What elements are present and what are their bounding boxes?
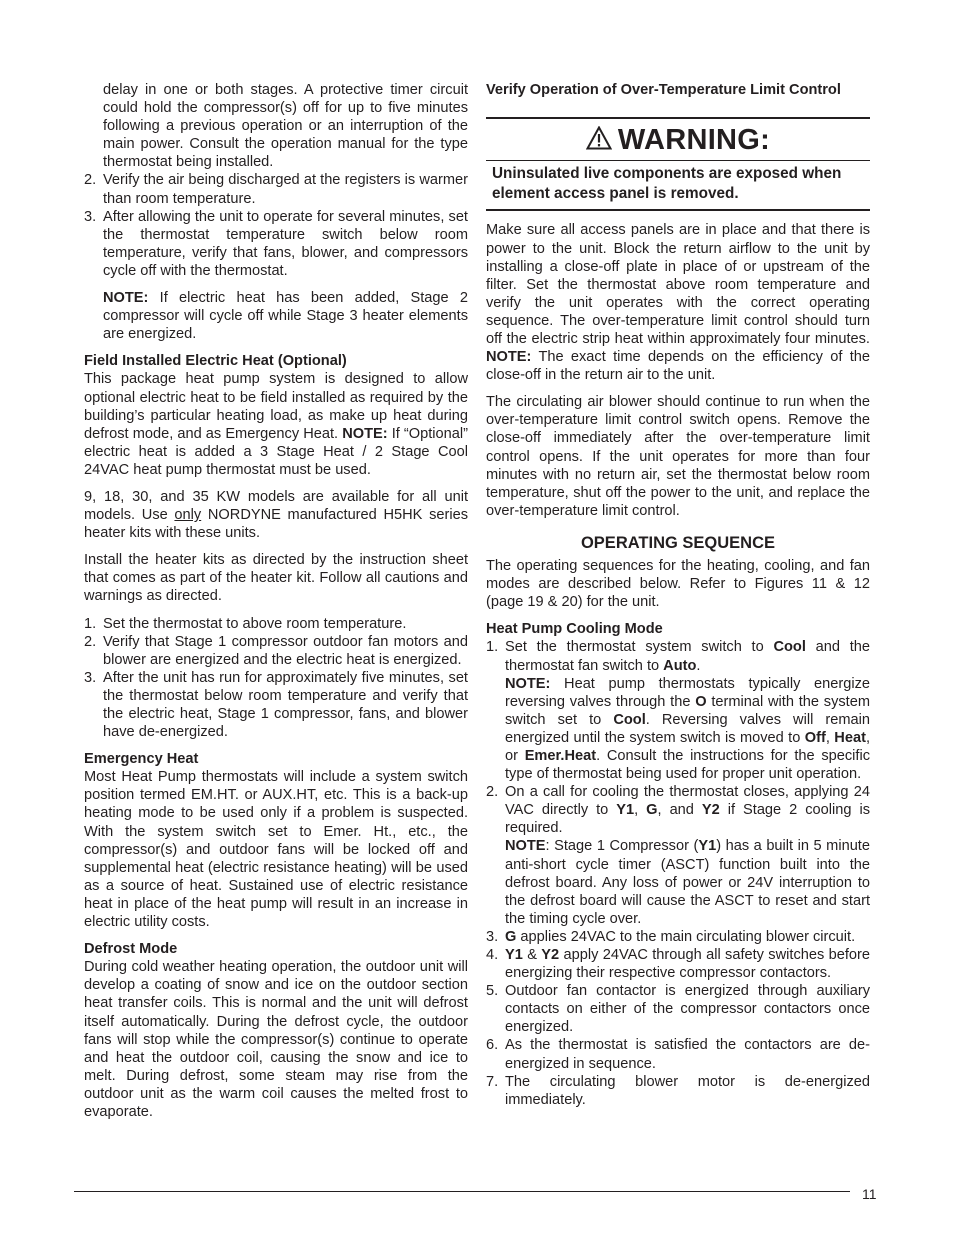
list-item: 3. G applies 24VAC to the main circulating blower circuit.	[486, 928, 856, 945]
warning-title: WARNING:	[486, 119, 870, 160]
heating-steps-list	[84, 171, 468, 280]
list-item: 3. After the unit has run for approximately five minutes, set the thermostat below room temperature and verify that the electric heat, Stage 1 compressor, fans, and blower have de-energized.	[84, 669, 468, 741]
cooling-mode-heading: Heat Pump Cooling Mode	[486, 621, 663, 638]
page-number: 11	[862, 1186, 877, 1202]
left-column	[84, 81, 468, 1121]
warning-body: Uninsulated live components are exposed when element access panel is removed.	[486, 160, 870, 211]
cooling-steps-list	[486, 638, 870, 1108]
list-item: 2. On a call for cooling the thermostat closes, applying 24 VAC directly to Y1, G, and Y2 if Stage 2 cooling is required. NOTE: Stage 1 Compressor (Y1) has a built in 5 minute anti-short cycle timer (ASCT) function built into the defrost board. Any loss of power or 24V interruption to the defrost board will cause the ASCT to reset and start the timing cycle over.	[486, 784, 871, 927]
cooling-note-1: NOTE: Heat pump thermostats typically energize reversing valves through the O terminal with the system switch set to Cool. Reversing valves will remain energized until the system switch is moved to Off, Heat, or Emer.Heat. Consult the instructions for the specific type of thermostat being used for proper unit operation.	[505, 675, 870, 783]
field-heat-heading: Field Installed Electric Heat (Optional)	[84, 353, 347, 370]
list-item: 2. Verify that Stage 1 compressor outdoor fan motors and blower are energized and the electric heat is energized.	[84, 633, 468, 668]
intro-continuation: delay in one or both stages. A protective timer circuit could hold the compressor(s) off for up to five minutes following a previous operation or an interruption of the main power. Consult the operation manual for the type thermostat being installed.	[103, 82, 468, 171]
emergency-heat-heading: Emergency Heat	[84, 751, 199, 768]
list-item: 7. The circulating blower motor is de-energized immediately.	[486, 1073, 870, 1108]
footer-divider	[74, 1191, 850, 1192]
warning-triangle-icon	[586, 124, 612, 158]
list-item: 6. As the thermostat is satisfied the contactors are de-energized in sequence.	[486, 1037, 870, 1072]
list-item: 2. Verify the air being discharged at the registers is warmer than room temperature.	[84, 172, 468, 207]
note-stage2: NOTE: If electric heat has been added, Stage 2 compressor will cycle off while Stage 3 heater elements are energized.	[103, 290, 468, 343]
field-heat-paragraph: This package heat pump system is designed to allow optional electric heat to be field installed as required by the building’s particular heating load, as make up heat during defrost mode, and as Emergency Heat. NOTE: If “Optional” electric heat is added a 3 Stage Heat / 2 Stage Cool 24VAC heat pump thermostat must be used.	[84, 371, 468, 478]
emergency-heat-paragraph: Most Heat Pump thermostats will include a system switch position termed EM.HT. or AUX.HT, etc. This is a back-up heating mode to be used only if a problem is suspected. With the system switch set to Emer. Ht., etc., the compressor(s) and outdoor fans will be locked off and supplemental heat (electric resistance heating) will be used as a source of heat. Sustained use of electric resistance heat in place of the heat pump will result in an increase in electric utility costs.	[84, 769, 468, 931]
operating-sequence-intro: The operating sequences for the heating, cooling, and fan modes are described below. Refer to Figures 11 & 12 (page 19 & 20) for the unit.	[486, 558, 870, 611]
cooling-note-2: NOTE: Stage 1 Compressor (Y1) has a built in 5 minute anti-short cycle timer (ASCT) function built into the defrost board. Any loss of power or 24V interruption to the defrost board will cause the ASCT to reset and start the timing cycle over.	[505, 838, 870, 927]
verify-paragraph-1: Make sure all access panels are in place and that there is power to the unit. Block the return airflow to the unit by installing a close-off plate in place of or upstream of the filter. Set the thermostat above room temperature and verify the unit operates with the correct operating sequence. The over-temperature limit control should turn off the electric strip heat within approximately four minutes. NOTE: The exact time depends on the efficiency of the close-off in the return air to the unit.	[486, 222, 870, 384]
install-kits-paragraph: Install the heater kits as directed by the instruction sheet that comes as part of the heater kit. Follow all cautions and warnings as directed.	[84, 552, 468, 605]
defrost-mode-heading: Defrost Mode	[84, 941, 178, 958]
right-column	[486, 81, 870, 1109]
verify-heading: Verify Operation of Over-Temperature Limit Control	[486, 82, 841, 98]
kw-models-paragraph: 9, 18, 30, and 35 KW models are available for all unit models. Use only NORDYNE manufactured H5HK series heater kits with these units.	[84, 488, 468, 542]
list-item: 1. Set the thermostat system switch to Cool and the thermostat fan switch to Auto. NOTE: Heat pump thermostats typically energize reversing valves through the O terminal with the system switch set to Cool. Reversing valves will remain energized until the system switch is moved to Off, Heat, or Emer.Heat. Consult the instructions for the specific type of thermostat being used for proper unit operation.	[486, 639, 870, 783]
electric-heat-steps-list	[84, 615, 468, 742]
list-item: 5. Outdoor fan contactor is energized through auxiliary contacts on either of the compressor contactors once energized.	[486, 983, 870, 1036]
warning-box	[486, 117, 870, 211]
operating-sequence-title: OPERATING SEQUENCE	[580, 533, 776, 552]
verify-paragraph-2: The circulating air blower should continue to run when the over-temperature limit control switch opens. Remove the close-off immediately after the over-temperature limit control opens. If the unit operates for more than four minutes with no return air, set the thermostat below room temperature, shut off the power to the unit, and replace the over-temperature limit control.	[486, 394, 870, 519]
defrost-mode-paragraph: During cold weather heating operation, the outdoor unit will develop a coating of snow and ice on the outdoor section heat transfer coils. This is normal and the unit will defrost itself automatically. During the defrost cycle, the outdoor fans will stop while the compressor(s) continue to operate and heat the outdoor coil, causing the snow and ice to melt. During defrost, some steam may rise from the outdoor unit as the warm coil causes the melted frost to evaporate.	[84, 959, 468, 1120]
list-item: 3. After allowing the unit to operate for several minutes, set the thermostat temperature switch below room temperature, verify that fans, blower, and compressors cycle off with the thermostat.	[84, 208, 468, 279]
list-item: 1. Set the thermostat to above room temperature.	[84, 615, 407, 632]
list-item: 4. Y1 & Y2 apply 24VAC through all safety switches before energizing their respective compressor contactors.	[486, 947, 870, 982]
